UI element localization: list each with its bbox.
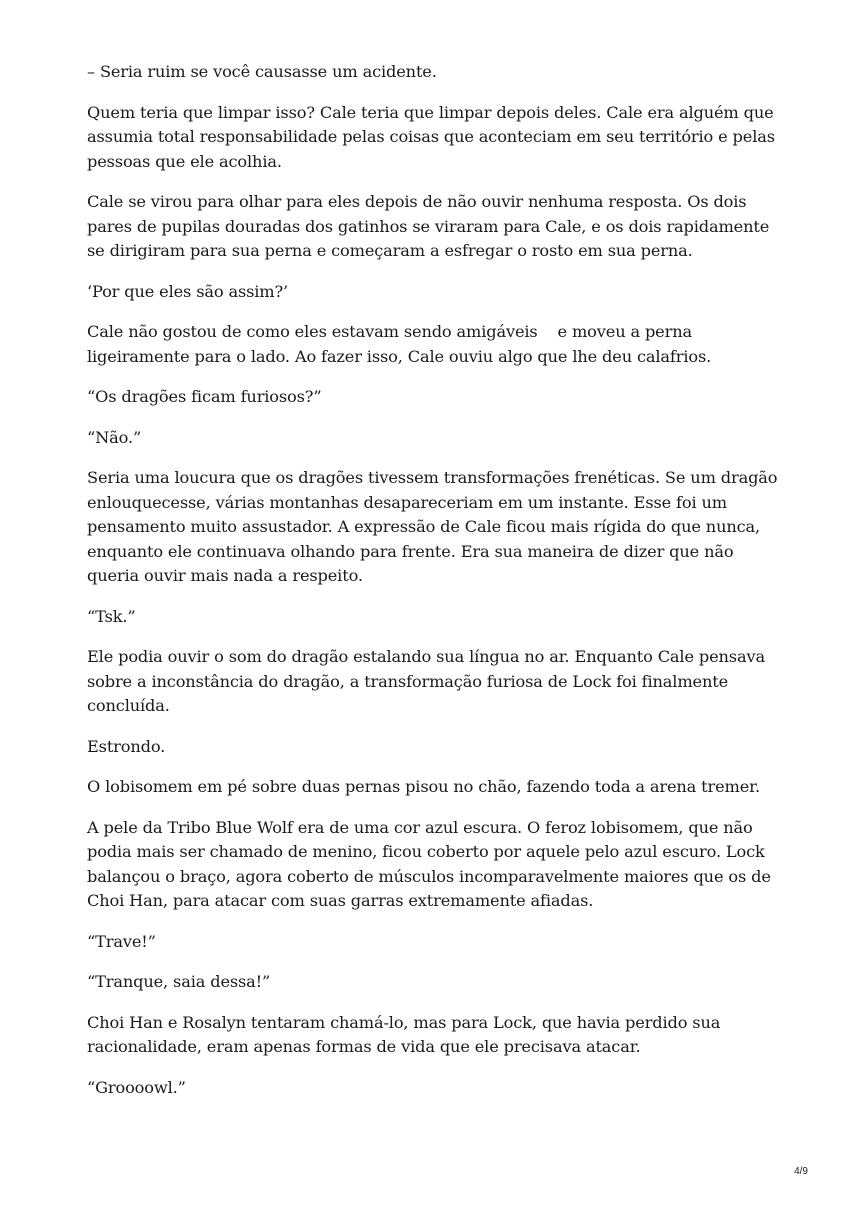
paragraph: Cale se virou para olhar para eles depois de não ouvir nenhuma resposta. Os dois pares de pupilas douradas dos gatinhos se viraram para Cale, e os dois rapidamente se dirigiram para sua perna e começaram a esfregar o rosto em sua perna. [87, 192, 775, 260]
paragraph: Ele podia ouvir o som do dragão estalando sua língua no ar. Enquanto Cale pensava sobre a inconstância do dragão, a transformação furiosa de Lock foi finalmente concluída. [87, 647, 770, 715]
paragraph: “Tsk.” [87, 606, 136, 626]
paragraph: Cale não gostou de como eles estavam sendo amigáveis e moveu a perna ligeiramente para o lado. Ao fazer isso, Cale ouviu algo que lhe deu calafrios. [87, 322, 712, 366]
paragraph: “Trave!” [87, 931, 156, 951]
page-number: 4/9 [794, 1166, 808, 1177]
paragraph: ‘Por que eles são assim?’ [87, 281, 289, 301]
paragraph: “Os dragões ficam furiosos?” [87, 387, 322, 406]
paragraph: Choi Han e Rosalyn tentaram chamá-lo, mas para Lock, que havia perdido sua racionalidade, eram apenas formas de vida que ele precisava atacar. [87, 1012, 726, 1056]
paragraph: “Groooowl.” [87, 1077, 186, 1097]
paragraph: “Tranque, saia dessa!” [87, 972, 271, 991]
paragraph: A pele da Tribo Blue Wolf era de uma cor azul escura. O feroz lobisomem, que não podia mais ser chamado de menino, ficou coberto por aquele pelo azul escuro. Lock balançou o braço, agora coberto de músculos incomparavelmente maiores que os de Choi Han, para atacar com suas garras extremamente afiadas. [87, 817, 776, 910]
paragraph: “Não.” [87, 427, 142, 447]
paragraph: Seria uma loucura que os dragões tivessem transformações frenéticas. Se um dragão enlouquecesse, várias montanhas desapareceriam em um instante. Esse foi um pensamento muito assustador. A expressão de Cale ficou mais rígida do que nunca, enquanto ele continuava olhando para frente. Era sua maneira de dizer que não queria ouvir mais nada a respeito. [87, 468, 783, 585]
paragraph: Quem teria que limpar isso? Cale teria que limpar depois deles. Cale era alguém que assumia total responsabilidade pelas coisas que aconteciam em seu território e pelas pessoas que ele acolhia. [87, 102, 780, 171]
paragraph: O lobisomem em pé sobre duas pernas pisou no chão, fazendo toda a arena tremer. [87, 777, 760, 796]
paragraph: – Seria ruim se você causasse um acidente. [87, 62, 437, 81]
document-body [87, 60, 787, 1116]
paragraph: Estrondo. [87, 736, 166, 756]
